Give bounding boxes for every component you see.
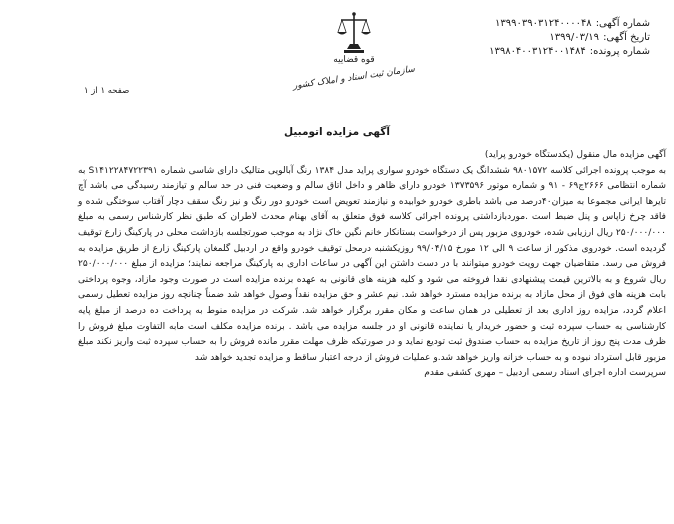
notice-meta <box>400 17 650 59</box>
org-title: قوه قضاییه <box>333 55 375 65</box>
notice-date-row <box>400 31 650 45</box>
case-number-label: شماره پرونده: <box>589 46 650 57</box>
notice-heading: آگهی مزایده مال منقول (یکدستگاه خودرو پراید) <box>484 150 666 160</box>
notice-number: ۱۳۹۹۰۳۹۰۳۱۲۴۰۰۰۰۴۸ <box>495 18 592 29</box>
notice-number-row <box>400 17 650 31</box>
page-indicator: صفحه ۱ از ۱ <box>84 86 130 96</box>
org-subtitle: سازمان ثبت اسناد و املاک کشور <box>292 64 416 92</box>
notice-paragraph: به موجب پرونده اجرائی کلاسه ۹۸۰۱۵۷۲ ششدانگ یک دستگاه خودرو سواری پراید مدل ۱۳۸۴ رنگ آبالویی متالیک دارای شاسی شماره S۱۴۱۲۲۸۴۷۲۲۳۹۱ به شماره انتظامی ۲۶۶۶ج۶۹ - ۹۱ و شماره موتور ۱۳۷۳۵۹۶ خودرو دارای ظاهر و داخل اتاق سالم و وضعیت فنی در حد سالم و تیازمند رسیدگی می باشد آچ تایرها ایرانی مجموعا به میزان۴۰درصد می باشد باطری خودرو خوابیده و نیازمند تعویض است خودرو دور رنگ و نیز رنگ سقف دچار آفتاب سوختگی شده و فاقد چرخ زاپاس و پنل ضبط است .موردبازداشتی پرونده اجرائی کلاسه فوق متعلق به آقای بهنام محدث لاطران که طبق نظر کارشناس رسمی به مبلغ ۲۵۰/۰۰۰/۰۰۰ ریال ارزیابی شده، خودروی مزبور پس از درخواست بستانکار خانم نگین خاک نژاد به موجب صورتجلسه بازداشت محلی در پارکینگ زارع توقیف گردیده است. خودروی مذکور از ساعت ۹ الی ۱۲ مورخ ۹۹/۰۴/۱۵ روزیکشنبه درمحل توقیف خودرو واقع در اردبیل گلمغان پارکینگ زارع از طریق مزایده به فروش می رسد. متقاضیان جهت رویت خودرو میتوانند با در دست داشتن این آگهی در ساعات اداری به پارکینگ مراجعه نمایند؛ مزایده از مبلغ ۲۵۰/۰۰۰/۰۰۰ ریال شروع و به بالاترین قیمت پیشنهادی نقدا فروخته می شود و کلیه هزینه های قانونی به عهده برنده مزایده است در صورت وجود مازاد، وجوه پرداختی بابت هزینه های فوق از محل مازاد به برنده مزایده مسترد خواهد شد. نیم عشر و حق مزایده نقداً وصول خواهد شد ضمناً چنانچه روز مزایده تعطیل رسمی اعلام گردد، مزایده روز اداری بعد از تعطیلی در همان ساعت و مکان مقرر برگزار خواهد شد. شرکت در مزایده منوط به پرداخت ده درصد از مبلغ پایه کارشناسی به حساب سپرده ثبت و حضور خریدار یا نماینده قانونی او در جلسه مزایده می باشد . برنده مزایده مکلف است مابه التفاوت مبلغ فروش را ظرف مدت پنج روز از تاریخ مزایده به حساب صندوق ثبت تودیع نماید و در صورتیکه ظرف مهلت مقرر مانده فروش را به حساب سپرده ثبت واریز نکند مبلغ مزبور قابل استرداد نبوده و به حساب خزانه واریز خواهد شد.و عملیات فروش از درجه اعتبار ساقط و مزایده تجدید خواهد شد <box>78 165 666 363</box>
judiciary-emblem-icon <box>334 10 374 56</box>
notice-date-label: تاریخ آگهی: <box>603 32 650 43</box>
case-number: ۱۳۹۸۰۴۰۰۳۱۲۴۰۰۱۴۸۴ <box>489 46 586 57</box>
notice-body <box>78 148 666 382</box>
notice-title: آگهی مزایده اتومبیل <box>284 126 390 138</box>
notice-number-label: شماره آگهی: <box>595 18 650 29</box>
signature-line: سرپرست اداره اجرای اسناد رسمی اردبیل – مهری کشفی مقدم <box>424 368 666 379</box>
case-number-row <box>400 45 650 59</box>
notice-date: ۱۳۹۹/۰۳/۱۹ <box>549 32 600 43</box>
